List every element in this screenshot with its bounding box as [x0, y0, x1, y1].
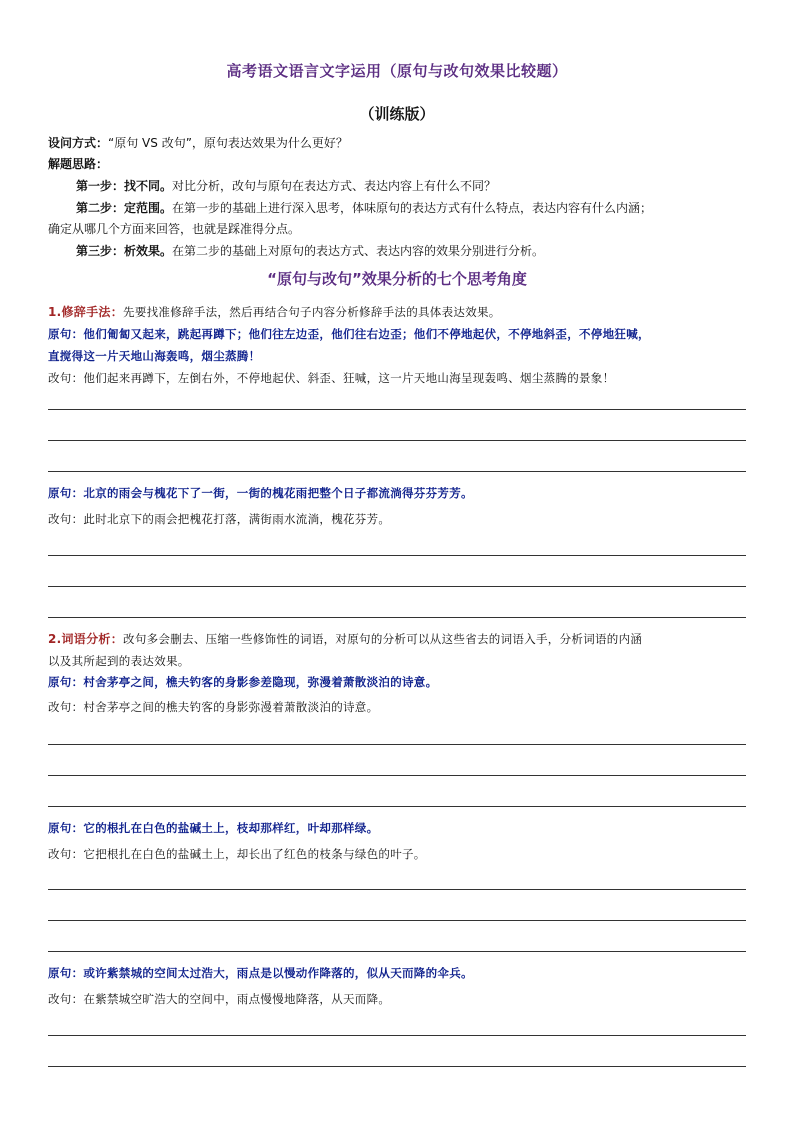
section-title: “原句与改句”效果分析的七个思考角度 [267, 270, 527, 288]
part2-desc: 改句多会删去、压缩一些修饰性的词语，对原句的分析可以从这些省去的词语入手，分析词语的内涵 [123, 632, 643, 646]
step2-continued-line [48, 220, 746, 238]
p1-ex2-original: 原句：北京的雨会与槐花下了一街，一街的槐花雨把整个日子都流淌得芬芬芳芳。 [48, 486, 473, 500]
step2-text-continued: 确定从哪几个方面来回答，也就是踩准得分点。 [48, 222, 301, 236]
answer-line[interactable] [48, 440, 746, 441]
p1-ex1-modified: 改句：他们起来再蹲下，左倒右外，不停地起伏、斜歪、狂喊，这一片天地山海呈现轰鸣、烟尘蒸腾的景象！ [48, 371, 615, 385]
question-format-text: “原句 VS 改句”，原句表达效果为什么更好？ [108, 136, 348, 150]
answer-line[interactable] [48, 1066, 746, 1067]
p2-ex3-modified: 改句：在紫禁城空旷浩大的空间中，雨点慢慢地降落，从天而降。 [48, 992, 391, 1006]
approach-line [48, 155, 746, 173]
answer-line[interactable] [48, 586, 746, 587]
p1-ex2-modified: 改句：此时北京下的雨会把槐花打落，满街雨水流淌，槐花芬芳。 [48, 512, 391, 526]
p2-ex1-modified: 改句：村舍茅亭之间的樵夫钓客的身影弥漫着萧散淡泊的诗意。 [48, 700, 379, 714]
step1-label: 第一步：找不同。 [76, 179, 173, 193]
question-format-line [48, 134, 746, 152]
p1-ex1-original-line1: 原句：他们匍匐又起来，跳起再蹲下；他们往左边歪，他们往右边歪；他们不停地起伏，不停地斜歪，不停地狂喊， [48, 327, 650, 341]
p2-ex2-modified: 改句：它把根扎在白色的盐碱土上，却长出了红色的枝条与绿色的叶子。 [48, 847, 426, 861]
answer-line[interactable] [48, 744, 746, 745]
step3-label: 第三步：析效果。 [76, 244, 173, 258]
step1-text: 对比分析，改句与原句在表达方式、表达内容上有什么不同？ [172, 179, 497, 193]
answer-line[interactable] [48, 471, 746, 472]
step2-text: 在第一步的基础上进行深入思考，体味原句的表达方式有什么特点，表达内容有什么内涵； [172, 201, 653, 215]
question-format-label: 设问方式： [48, 136, 109, 150]
document-subtitle: （训练版） [359, 105, 435, 123]
part1-desc: 先要找准修辞手法，然后再结合句子内容分析修辞手法的具体表达效果。 [123, 305, 501, 319]
p2-ex2-original: 原句：它的根扎在白色的盐碱土上，枝却那样红，叶却那样绿。 [48, 821, 379, 835]
answer-line[interactable] [48, 775, 746, 776]
answer-line[interactable] [48, 920, 746, 921]
step2-label: 第二步：定范围。 [76, 201, 173, 215]
step3-text: 在第二步的基础上对原句的表达方式、表达内容的效果分别进行分析。 [172, 244, 545, 258]
answer-line[interactable] [48, 806, 746, 807]
step3-line [48, 242, 746, 260]
answer-line[interactable] [48, 951, 746, 952]
p1-ex1-original-line2: 直搅得这一片天地山海轰鸣，烟尘蒸腾！ [48, 349, 261, 363]
part2-heading [48, 629, 746, 649]
document-title: 高考语文语言文字运用（原句与改句效果比较题） [226, 62, 568, 80]
p2-ex3-original: 原句：或许紫禁城的空间太过浩大，雨点是以慢动作降落的，似从天而降的伞兵。 [48, 966, 473, 980]
answer-line[interactable] [48, 1035, 746, 1036]
answer-line[interactable] [48, 617, 746, 618]
answer-line[interactable] [48, 555, 746, 556]
step1-line [48, 177, 746, 195]
approach-label: 解题思路： [48, 157, 109, 171]
p2-ex1-original: 原句：村舍茅亭之间，樵夫钓客的身影参差隐现，弥漫着萧散淡泊的诗意。 [48, 675, 438, 689]
answer-line[interactable] [48, 409, 746, 410]
answer-line[interactable] [48, 889, 746, 890]
step2-line [48, 199, 746, 217]
part2-label: 2.词语分析： [48, 632, 124, 646]
part1-label: 1.修辞手法： [48, 305, 124, 319]
part1-heading [48, 302, 746, 322]
part2-desc-continued: 以及其所起到的表达效果。 [48, 654, 190, 668]
